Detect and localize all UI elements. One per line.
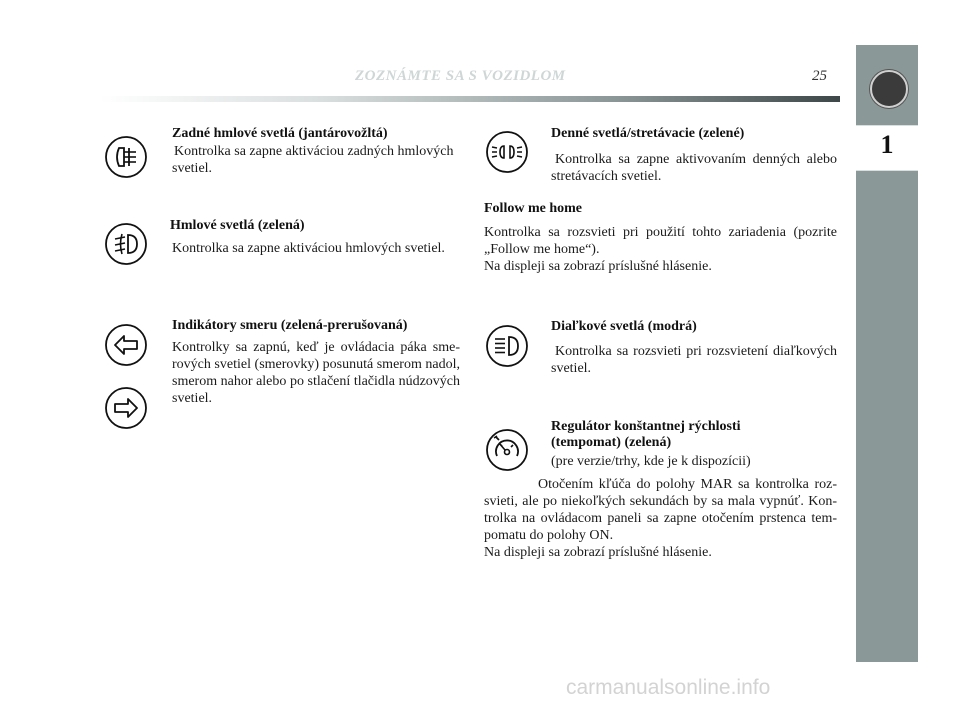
follow-me-note: Na displeji sa zobrazí príslušné hlásenie. [484,259,712,274]
cruise-heading-line2: (tempomat) (zelená) [551,435,672,450]
turn-left-arrow-icon [104,323,148,367]
rear-fog-text: Kontrolka sa zapne aktiváciou zadných hmlových svetiel. [172,144,454,176]
high-beam-heading: Diaľkové svetlá (modrá) [551,319,697,334]
follow-me-text: Kontrolka sa rozsvieti pri použití tohto zariadenia (pozrite „Follow me home“). [484,225,837,257]
indicators-text: Kontrolky sa zapnú, keď je ovládacia páka sme-rových svetiel (smerovky) posunutá smerom nadol, smerom nahor alebo po stlačení tlačidla núdzových svetiel. [172,340,460,406]
front-fog-light-icon [104,222,148,266]
rear-fog-light-icon [104,135,148,179]
watermark: carmanualsonline.info [566,676,771,699]
cruise-note: Na displeji sa zobrazí príslušné hlásenie. [484,545,712,560]
front-fog-heading: Hmlové svetlá (zelená) [170,218,305,233]
cruise-control-icon [485,428,529,472]
high-beam-text: Kontrolka sa rozsvieti pri rozsvietení diaľkových svetiel. [551,344,837,376]
turn-right-arrow-icon [104,386,148,430]
page-number: 25 [812,68,827,84]
indicators-heading: Indikátory smeru (zelená-prerušovaná) [172,318,408,333]
daytime-text: Kontrolka sa zapne aktivovaním denných alebo stretávacích svetiel. [551,152,837,184]
follow-me-heading: Follow me home [484,201,582,216]
lancia-logo-icon [870,70,908,108]
page-header-title: ZOZNÁMTE SA S VOZIDLOM [355,68,566,84]
cruise-subtext: (pre verzie/trhy, kde je k dispozícii) [551,454,751,469]
front-fog-text: Kontrolka sa zapne aktiváciou hmlových svetiel. [172,241,445,256]
daytime-heading: Denné svetlá/stretávacie (zelené) [551,126,745,141]
cruise-heading-line1: Regulátor konštantnej rýchlosti [551,419,741,434]
chapter-number: 1 [880,130,894,159]
high-beam-icon [485,324,529,368]
rear-fog-heading: Zadné hmlové svetlá (jantárovožltá) [172,126,388,141]
cruise-text: Otočením kľúča do polohy MAR sa kontrolka roz-svieti, ale po niekoľkých sekundách by sa mala vypnúť. Kon-trolka na ovládacom paneli sa zapne otočením prstenca tem-pomatu do polohy ON. [484,477,837,543]
daytime-running-light-icon [485,130,529,174]
header-rule [100,96,840,102]
